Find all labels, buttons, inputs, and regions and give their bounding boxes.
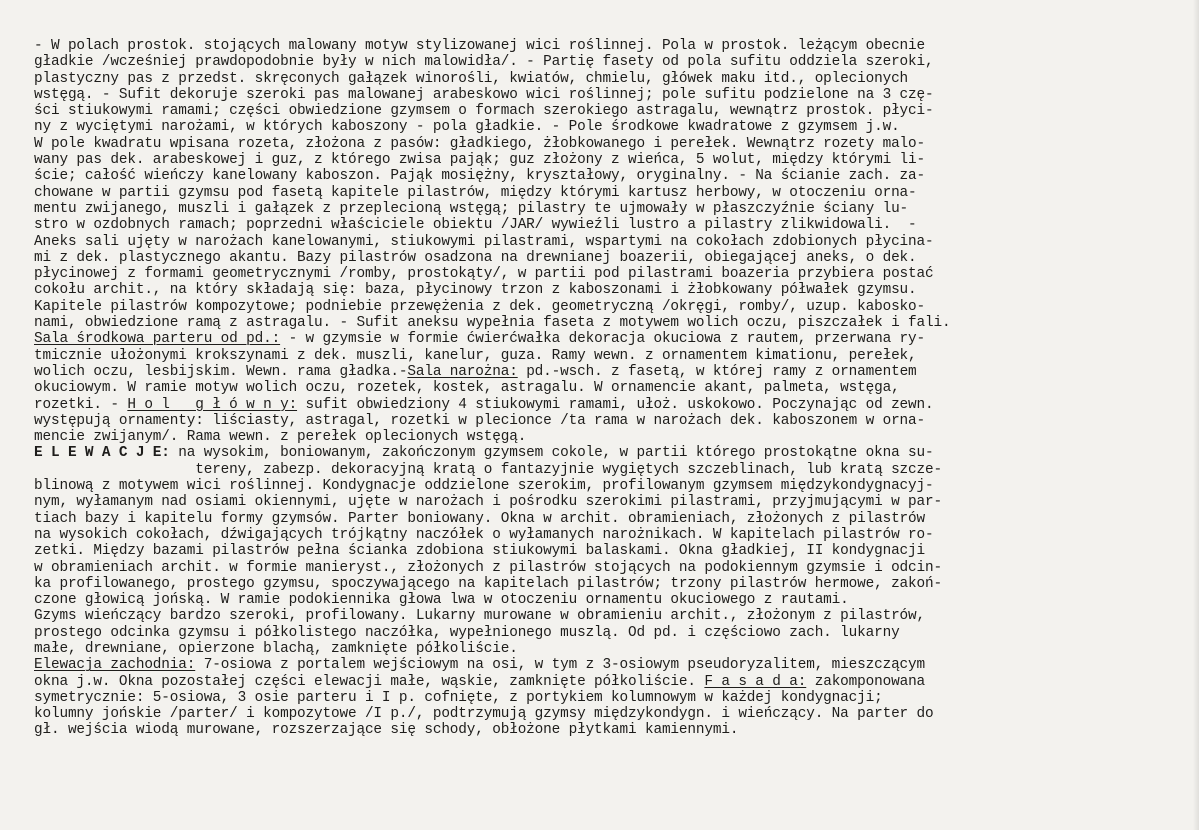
text-line — [34, 511, 1181, 527]
text-segment: chowane w partii gzymsu pod fasetą kapitele pilastrów, między którymi kartusz herbowy, w otoczeniu orna- — [34, 184, 917, 201]
text-line — [34, 266, 1181, 282]
text-segment: prostego odcinka gzymsu i półkolistego naczółka, wypełnionego muszlą. Od pd. i częściowo zach. lukarny — [34, 624, 900, 641]
text-line — [34, 478, 1181, 494]
text-segment: plastyczny pas z przedst. skręconych gałązek winorośli, kwiatów, chmielu, główek maku itd., oplecionych — [34, 70, 909, 87]
text-segment: Gzyms wieńczący bardzo szeroki, profilowany. Lukarny murowane w obramieniu archit., złożonym z pilastrów, — [34, 608, 926, 625]
text-line — [34, 462, 1181, 478]
text-line — [34, 54, 1181, 70]
text-line — [34, 217, 1181, 233]
text-segment: - w gzymsie w formie ćwierćwałka dekoracja okuciowa z rautem, przerwana ry- — [280, 331, 926, 348]
text-line — [34, 103, 1181, 119]
text-segment: ny z wyciętymi narożami, w których kaboszony - pola gładkie. - Pole środkowe kwadratowe z gzymsem j.w. — [34, 119, 900, 136]
text-line — [34, 543, 1181, 559]
text-line — [34, 641, 1181, 657]
text-segment: małe, drewniane, opierzone blachą, zamknięte półkoliście. — [34, 640, 518, 657]
text-line — [34, 331, 1181, 347]
text-line — [34, 87, 1181, 103]
text-segment: rozetki. - — [34, 396, 128, 413]
text-segment: mentu zwijanego, muszli i gałązek z przeplecioną wstęgą; pilastry te ujmowały w płaszczyźnie ściany lu- — [34, 200, 909, 217]
text-segment: w obramieniach archit. w formie manieryst., złożonych z pilastrów stojących na podokiennym gzymsie i odcin- — [34, 559, 942, 576]
text-segment: okna j.w. Okna pozostałej części elewacji małe, wąskie, zamknięte półkoliście. — [34, 673, 705, 690]
underlined-heading: Sala środkowa parteru od pd.: — [34, 331, 281, 348]
text-segment: płycinowej z formami geometrycznymi /romby, prostokąty/, w partii pod pilastrami boazeria przybiera postać — [34, 266, 934, 283]
text-line — [34, 168, 1181, 184]
underlined-heading: Elewacja zachodnia: — [34, 657, 196, 674]
text-line — [34, 576, 1181, 592]
text-line — [34, 152, 1181, 168]
text-line — [34, 527, 1181, 543]
text-segment: W pole kwadratu wpisana rozeta, złożona z pasów: gładkiego, żłobkowanego i perełek. Wewnątrz rozety malo- — [34, 135, 926, 152]
text-segment: 7-osiowa z portalem wejściowym na osi, w tym z 3-osiowym pseudoryzalitem, mieszczącym — [195, 657, 926, 674]
text-line — [34, 364, 1181, 380]
text-segment: gładkie /wcześniej prawdopodobnie były w nich malowidła/. - Partię fasety od pola sufitu oddziela szeroki, — [34, 54, 934, 71]
text-segment: kolumny jońskie /parter/ i kompozytowe /I p./, podtrzymują gzymsy międzykondygn. i wieńczący. Na parter do — [34, 706, 934, 723]
text-line — [34, 136, 1181, 152]
text-segment: tmicznie ułożonymi krokszynami z dek. muszli, kanelur, guza. Ramy wewn. z ornamentem kimationu, perełek, — [34, 347, 917, 364]
underlined-heading: Sala narożna: — [407, 363, 518, 380]
text-segment: cokołu archit., na który składają się: baza, płycinowy trzon z kaboszonami i żłobkowany półwałek gzymsu. — [34, 282, 917, 299]
text-line — [34, 380, 1181, 396]
text-line — [34, 299, 1181, 315]
text-line — [34, 429, 1181, 445]
text-line — [34, 119, 1181, 135]
text-segment: czone głowicą jońską. W ramie podokiennika głowa lwa w otoczeniu ornamentu okuciowego z rautami. — [34, 592, 849, 609]
text-segment: Aneks sali ujęty w narożach kanelowanymi, stiukowymi pilastrami, wspartymi na cokołach zdobionych płycina- — [34, 233, 934, 250]
text-line — [34, 250, 1181, 266]
text-line — [34, 674, 1181, 690]
text-segment: mencie zwijanym/. Rama wewn. z perełek oplecionych wstęgą. — [34, 429, 527, 446]
text-line — [34, 315, 1181, 331]
typed-text-body — [34, 38, 1181, 739]
section-heading: E L E W A C J E: — [34, 445, 170, 462]
text-segment: występują ornamenty: liściasty, astragal, rozetki w plecionce /ta rama w narożach dek. kaboszonem w orna- — [34, 412, 926, 429]
text-segment: ści stiukowymi ramami; części obwiedzione gzymsem o formach szerokiego astragalu, wewnątrz prostok. płyci- — [34, 103, 934, 120]
text-line — [34, 413, 1181, 429]
text-line — [34, 657, 1181, 673]
text-line — [34, 706, 1181, 722]
text-segment: wolich oczu, lesbijskim. Wewn. rama gładka.- — [34, 363, 408, 380]
underlined-heading: H o l g ł ó w n y: — [127, 396, 298, 413]
text-line — [34, 445, 1181, 461]
text-segment: nym, wyłamanym nad osiami okiennymi, ujęte w narożach i pośrodku szerokimi pilastrami, przyjmującymi w par- — [34, 494, 942, 511]
text-segment: pd.-wsch. z fasetą, w której ramy z ornamentem — [517, 363, 917, 380]
underlined-heading: F a s a d a: — [704, 673, 807, 690]
text-segment: mi z dek. plastycznego akantu. Bazy pilastrów osadzona na drewnianej boazerii, obiegającej aneks, o dek. — [34, 249, 917, 266]
text-segment: sufit obwiedziony 4 stiukowymi ramami, ułoż. uskokowo. Poczynając od zewn. — [297, 396, 934, 413]
text-segment: nami, obwiedzione ramą z astragalu. - Sufit aneksu wypełnia faseta z motywem wolich oczu, piszczałek i fali. — [34, 315, 951, 332]
text-line — [34, 608, 1181, 624]
text-line — [34, 560, 1181, 576]
text-line — [34, 397, 1181, 413]
text-segment: zakomponowana — [806, 673, 926, 690]
text-line — [34, 185, 1181, 201]
text-segment: wany pas dek. arabeskowej i guz, z którego zwisa pająk; guz złożony z wieńca, 5 wolut, między którymi li- — [34, 152, 926, 169]
text-line — [34, 282, 1181, 298]
text-segment: ka profilowanego, prostego gzymsu, spoczywającego na kapitelach pilastrów; trzony pilastrów hermowe, zakoń- — [34, 575, 942, 592]
text-line — [34, 234, 1181, 250]
text-line — [34, 38, 1181, 54]
text-line — [34, 201, 1181, 217]
page-edge-shadow — [1193, 0, 1199, 830]
text-line — [34, 690, 1181, 706]
text-segment: zetki. Między bazami pilastrów pełna ścianka zdobiona stiukowymi balaskami. Okna gładkiej, II kondygnacji — [34, 543, 926, 560]
text-line — [34, 625, 1181, 641]
text-segment: na wysokim, boniowanym, zakończonym gzymsem cokole, w partii którego prostokątne okna su- — [169, 445, 934, 462]
text-segment: - W polach prostok. stojących malowany motyw stylizowanej wici roślinnej. Pola w prostok. leżącym obecnie — [34, 38, 926, 54]
text-segment: tereny, zabezp. dekoracyjną kratą o fantazyjnie wygiętych szczeblinach, lub kratą szcze- — [34, 461, 942, 478]
text-segment: gł. wejścia wiodą murowane, rozszerzające się schody, obłożone płytkami kamiennymi. — [34, 722, 739, 739]
text-segment: stro w ozdobnych ramach; poprzedni właściciele obiektu /JAR/ wywieźli lustro a pilastry zlikwidowali. - — [34, 217, 917, 234]
text-line — [34, 71, 1181, 87]
text-segment: symetrycznie: 5-osiowa, 3 osie parteru i I p. cofnięte, z portykiem kolumnowym w każdej kondygnacji; — [34, 689, 883, 706]
text-segment: Kapitele pilastrów kompozytowe; podniebie przewężenia z dek. geometryczną /okręgi, romby/, uzup. kabosko- — [34, 298, 926, 315]
text-line — [34, 592, 1181, 608]
text-segment: okuciowym. W ramie motyw wolich oczu, rozetek, kostek, astragalu. W ornamencie akant, palmeta, wstęga, — [34, 380, 900, 397]
text-line — [34, 494, 1181, 510]
text-line — [34, 722, 1181, 738]
text-segment: na wysokich cokołach, dźwigających trójkątny naczółek o wyłamanych narożnikach. W kapitelach pilastrów ro- — [34, 526, 934, 543]
text-segment: blinową z motywem wici roślinnej. Kondygnacje oddzielone szerokim, profilowanym gzymsem międzykondygnacyj- — [34, 478, 934, 495]
text-segment: wstęgą. - Sufit dekoruje szeroki pas malowanej arabeskowo wici roślinnej; pole sufitu podzielone na 3 czę- — [34, 86, 934, 103]
text-line — [34, 348, 1181, 364]
text-segment: ście; całość wieńczy kanelowany kaboszon. Pająk mosiężny, kryształowy, oryginalny. - Na ścianie zach. za- — [34, 168, 926, 185]
text-segment: tiach bazy i kapitelu formy gzymsów. Parter boniowany. Okna w archit. obramieniach, złożonych z pilastrów — [34, 510, 926, 527]
